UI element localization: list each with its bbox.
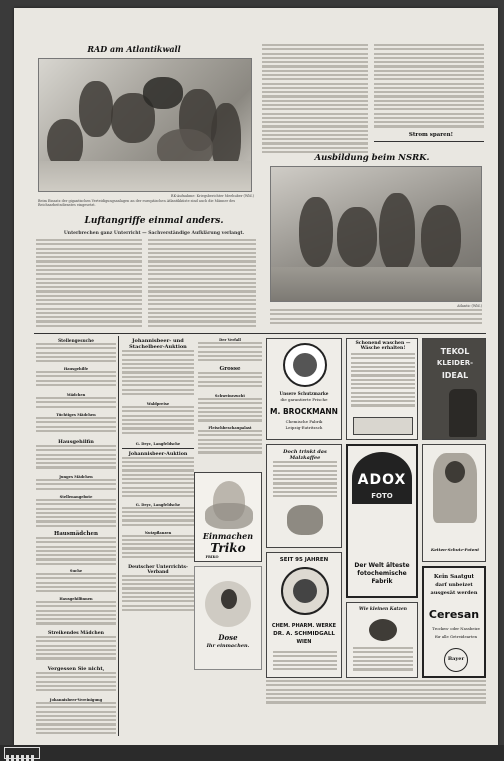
ad-ketten: Ketten-Schutz-Patent [422, 444, 486, 562]
headline-luftangriffe: Luftangriffe einmal anders. [84, 216, 224, 226]
ad-ceresan: Kein Saatgut darf unbeizet ausgesät werden Ceresan Trocken- oder Nassbeize für alle Getreidearten Bayer [422, 566, 486, 678]
newspaper-page [14, 8, 498, 745]
ad-schmidgall: SEIT 95 JAHREN CHEM. PHARM. WERKE DR. A. SCHMIDGALL WIEN [266, 552, 342, 678]
library-logo-icon [4, 747, 40, 759]
subheadline-luftangriffe: Unterbrechen ganz Unterricht — Sachverständige Aufklärung verlangt. [63, 231, 245, 236]
ad-brockmann: Unsere Schutzmarke die garantierte Frische M. BROCKMANN Chemische Fabrik Leipzig-Eutritzsch [266, 338, 342, 440]
photo-atlantikwall [38, 58, 252, 192]
headline-rad: RAD am Atlantikwall [87, 44, 181, 54]
classifieds-col-1: Stellengesuche Hausgehilfe Mädchen Tüchtiges Mädchen Hausgehilfin Junges Mädchen Stellenangebote Hausmädchen Suche Hausgehilfinnen Streikendes Mädchen Vergessen Sie nicht, Johannisbeer-Vereinigung [36, 336, 116, 736]
ad-triko: Einmachen Triko FRIKO [194, 472, 262, 562]
classifieds-col-2: Johannisbeer- und Stachelbeer-Auktion Waldpreise G. Deyc, Langfeldsche Johannisbeer-Auktion G. Deyc, Langfeldsche Nutzpflanzen Deutscher Unterrichts-Verband [122, 336, 194, 736]
article-right-col2 [374, 44, 484, 130]
nsrk-caption [270, 309, 482, 327]
classifieds-col-3: Der Verfall Grosse Schweinezucht Fleischbeschaupalast [198, 336, 262, 472]
ad-adox: ADOX FOTO Der Welt älteste fotochemische Fabrik [346, 444, 418, 598]
nsrk-credit: Atlantic (Wbl.) [457, 304, 482, 308]
photo-nsrk [270, 166, 482, 302]
viewer-footer [0, 745, 504, 761]
ad-kaffee: Doch trinkt das Malzkaffee [266, 444, 342, 548]
article-luft-col2 [148, 239, 256, 329]
slogan-strom-sparen: Strom sparen! [408, 132, 454, 138]
article-luft-col1 [36, 239, 142, 329]
article-right-col1 [262, 44, 368, 156]
ad-schonend-waschen: Schonend waschen — Wäsche erhalten! [346, 338, 418, 440]
ad-dose: Dose Ihr einmachen. [194, 566, 262, 670]
bottom-text [266, 680, 486, 708]
section-divider [34, 333, 486, 334]
photo-caption: Beim Einsatz der gigantischen Verteidigungsanlagen an der europäischen Atlantikküste sind auch die Männer des Reichsarbeitsdienstes eingesetzt. [38, 199, 236, 207]
headline-nsrk: Ausbildung beim NSRK. [314, 153, 430, 163]
ad-katzen: Wie kleinen Katzen [346, 602, 418, 678]
ad-tekol: TEKOL KLEIDER- IDEAL [422, 338, 486, 440]
photo-credit: RK-Aufnahme: Kriegsberichter Meehuber (Wbl.) [170, 194, 254, 198]
